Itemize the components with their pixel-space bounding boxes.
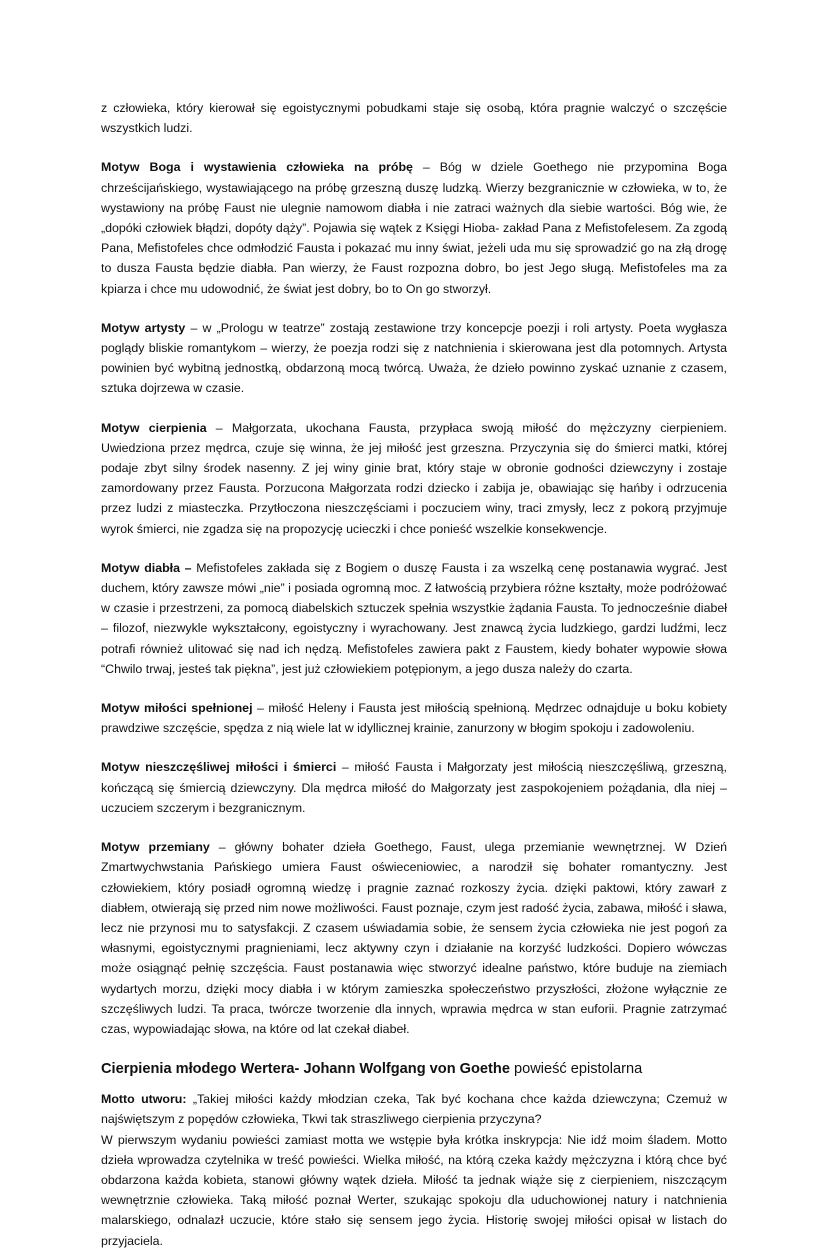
motto-label: Motto utworu:: [101, 1092, 187, 1107]
section-unhappy-love-text: – miłość Fausta i Małgorzaty jest miłością nieszczęśliwą, grzeszną, kończącą się śmiercią dziewczyny. Dla mędrca miłość do Małgorzaty jest zaspokojeniem pożądania, dla niej – uczuciem szczerym i bezgranicznym.: [101, 760, 727, 815]
section-transformation-title: Motyw przemiany: [101, 840, 210, 855]
section-suffering-text: – Małgorzata, ukochana Fausta, przypłaca swoją miłość do mężczyzny cierpieniem. Uwiedziona przez mędrca, czuje się winna, że jej miłość jest grzeszna. Przyczynia się do śmierci matki, której podaje zbyt silny środek nasenny. Z jej winy ginie brat, który staje w obronie godności dziewczyny i zostaje zamordowany przez Fausta. Porzucona Małgorzata rodzi dziecko i zabija je, obawiając się hańby i odrzucenia przez ludzi z miasteczka. Przytłoczona nieszczęściami i poczuciem winy, traci zmysły, lecz z pokorą przyjmuje wyrok śmierci, nie zgadza się na propozycję ucieczki i chce ponieść wszelkie konsekwencje.: [101, 420, 727, 536]
section-devil-text: Mefistofeles zakłada się z Bogiem o duszę Fausta i za wszelką cenę postanawia wygrać. Jest duchem, który zawsze mówi „nie” i posiada ogromną moc. Z łatwością przybiera różne kształty, może podróżować w czasie i przestrzeni, za pomocą diabelskich sztuczek spełnia wszystkie żądania Fausta. To jednocześnie diabeł – filozof, niezwykle wykształcony, egoistyczny i wyrachowany. Jest znawcą życia ludzkiego, gardzi ludźmi, lecz potrafi również ulitować się nad ich nędzą. Mefistofeles zawiera pakt z Faustem, kiedy bohater wypowie słowa “Chwilo trwaj, jesteś tak piękna”, jest już człowiekiem potępionym, a jego dusza należy do czarta.: [101, 560, 727, 676]
werther-heading: [101, 1058, 727, 1080]
section-artist-paragraph: [101, 318, 727, 399]
motto-quote: „Takiej miłości każdy młodzian czeka, Tak być kochana chce każda dziewczyna; Czemuż w najświętszym z popędów człowieka, Tkwi tak straszliwego cierpienia przyczyna?: [101, 1092, 727, 1127]
section-unhappy-love-title: Motyw nieszczęśliwej miłości i śmierci: [101, 760, 337, 775]
section-fulfilled-love-title: Motyw miłości spełnionej: [101, 701, 253, 716]
section-suffering-paragraph: [101, 418, 727, 539]
section-transformation-paragraph: [101, 837, 727, 1039]
motto-description: W pierwszym wydaniu powieści zamiast motta we wstępie była krótka inskrypcja: Nie idź moim śladem. Motto dzieła wprowadza czytelnika w treść powieści. Wielka miłość, na którą czeka każdy mężczyzna i którą chce być obdarzona każda kobieta, stanowi główny wątek dzieła. Miłość ta jednak wiąże się z cierpieniem, niszczącym wewnętrznie człowieka. Taką miłość poznał Werter, szukając spokoju dla uduchowionej natury i natchnienia malarskiego, odnalazł uczucie, które stało się sensem jego życia. Historię swojej miłości opisał w listach do przyjaciela.: [101, 1132, 727, 1248]
werther-heading-title: Cierpienia młodego Wertera- Johann Wolfgang von Goethe: [101, 1061, 510, 1078]
motto-paragraph: [101, 1089, 727, 1129]
section-artist-text: – w „Prologu w teatrze” zostają zestawione trzy koncepcje poezji i roli artysty. Poeta wygłasza poglądy bliskie romantykom – wierzy, że poezja rodzi się z natchnienia i skierowana jest dla potomnych. Artysta powinien być wybitną jednostką, obdarzoną mocą twórcą. Uważa, że dzieło powinno zyskać uznanie z czasem, sztuka dojrzewa w czasie.: [101, 320, 727, 396]
section-god-paragraph: [101, 157, 727, 298]
section-god-text: – Bóg w dziele Goethego nie przypomina Boga chrześcijańskiego, wystawiającego na próbę grzeszną duszę ludzką. Wierzy bezgranicznie w człowieka, w to, że wystawiony na próbę Faust nie ulegnie namowom diabła i nie zatraci ważnych dla siebie wartości. Bóg wie, że „dopóki człowiek błądzi, dopóty dąży”. Pojawia się wątek z Księgi Hioba- zakład Pana z Mefistofelesem. Za zgodą Pana, Mefistofeles chce odmłodzić Fausta i pokazać mu inny świat, jeżeli uda mu się sprowadzić go na złą drogę to dusza Fausta będzie diabła. Pan wierzy, że Faust rozpozna dobro, bo jest Jego sługą. Mefistofeles ma za kpiarza i chce mu udowodnić, że świat jest dobry, bo to On go stworzył.: [101, 160, 727, 296]
werther-heading-subtitle: powieść epistolarna: [509, 1061, 643, 1078]
section-god-title: Motyw Boga i wystawienia człowieka na próbę: [101, 160, 413, 175]
section-transformation-text: – główny bohater dzieła Goethego, Faust, ulega przemianie wewnętrznej. W Dzień Zmartwychwstania Pańskiego umiera Faust oświeceniowiec, a narodził się bohater romantyczny. Jest człowiekiem, który posiadł ogromną wiedzę i pragnie zaznać rozkoszy życia. dzięki paktowi, który zawarł z diabłem, otwierają się przed nim nowe możliwości. Faust poznaje, czym jest radość życia, zabawa, miłość i sława, lecz nie przynosi mu to satysfakcji. Z czasem uświadamia sobie, że sensem życia człowieka nie jest pogoń za własnymi, egoistycznymi pragnieniami, lecz aktywny czyn i działanie na korzyść ludzkości. Dopiero wówczas może osiągnąć pełnię szczęścia. Faust postanawia więc stworzyć idealne państwo, które buduje na ziemiach wydartych morzu, dzięki mocy diabła i w którym zamieszka społeczeństwo przyszłości, złożone wyłącznie ze szczęśliwych ludzi. Ta praca, twórcze tworzenie dla innych, wprawia mędrca w stan euforii. Pragnie zatrzymać czas, wypowiadając słowa, na które od lat czekał diabeł.: [101, 840, 728, 1036]
section-devil-paragraph: [101, 558, 727, 679]
section-unhappy-love-paragraph: [101, 757, 727, 818]
section-suffering-title: Motyw cierpienia: [101, 420, 207, 435]
intro-paragraph: z człowieka, który kierował się egoistycznymi pobudkami staje się osobą, która pragnie walczyć o szczęście wszystkich ludzi.: [101, 101, 727, 136]
section-artist-title: Motyw artysty: [101, 320, 186, 335]
section-fulfilled-love-paragraph: [101, 698, 727, 738]
section-fulfilled-love-text: – miłość Heleny i Fausta jest miłością spełnioną. Mędrzec odnajduje u boku kobiety prawdziwe szczęście, spędza z nią wiele lat w idyllicznej krainie, zanurzony w błogim spokoju i zadowoleniu.: [101, 701, 727, 736]
section-devil-title: Motyw diabła –: [101, 560, 192, 575]
